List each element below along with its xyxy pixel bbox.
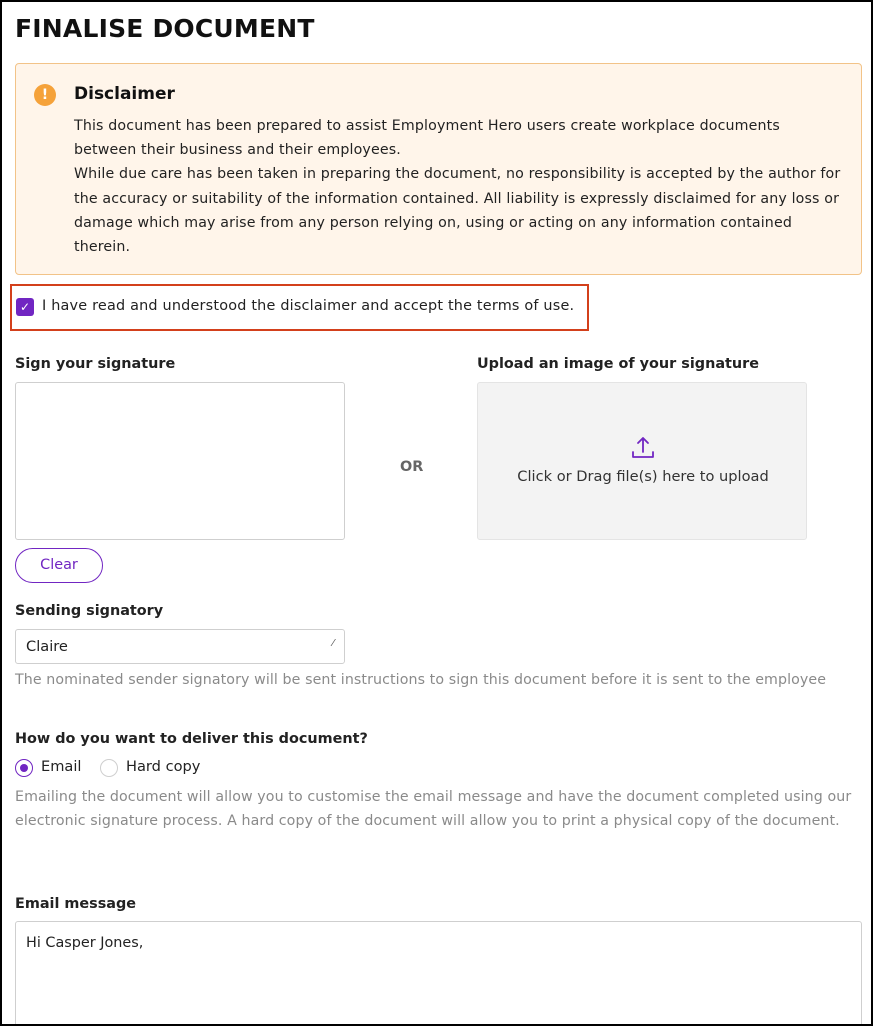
delivery-help-text: Emailing the document will allow you to customise the email message and have the document completed using our electronic signature process. A hard copy of the document will allow you to print a physical copy of the document. [15,789,852,829]
radio-email-label[interactable]: Email [41,758,82,775]
exclamation-icon: ! [34,84,56,106]
upload-signature-label: Upload an image of your signature [477,356,760,372]
upload-icon [630,435,656,461]
clear-signature-button[interactable]: Clear [15,548,103,583]
sending-signatory-select[interactable] [15,629,345,664]
radio-hard-copy[interactable] [100,759,118,777]
disclaimer-panel [15,63,862,275]
signatory-help-text: The nominated sender signatory will be sent instructions to sign this document before it is sent to the employee [15,672,827,688]
email-message-textarea[interactable] [15,921,862,1026]
disclaimer-paragraph: This document has been prepared to assist Employment Hero users create workplace documents between their business and their employees. [74,118,780,159]
sign-signature-label: Sign your signature [15,356,176,372]
disclaimer-title: Disclaimer [74,84,175,104]
sending-signatory-label: Sending signatory [15,603,164,619]
chevron-down-icon: ⁄ [332,638,334,649]
selected-signatory: Claire [26,638,68,655]
email-message-label: Email message [15,896,137,912]
radio-hard-copy-label[interactable]: Hard copy [126,758,201,775]
accept-terms-label[interactable]: I have read and understood the disclaimer and accept the terms of use. [42,298,575,314]
upload-instructions: Click or Drag file(s) here to upload [517,468,769,485]
delivery-method-label: How do you want to deliver this document? [15,731,368,747]
accept-terms-checkbox[interactable]: ✓ [16,298,34,316]
signature-pad[interactable] [15,382,345,540]
signature-upload-dropzone[interactable] [477,382,807,540]
disclaimer-paragraph: While due care has been taken in preparing the document, no responsibility is accepted by the author for the accuracy or suitability of the information contained. All liability is expressly disclaimed for any loss or damage which may arise from any person relying on, using or acting on any information contained therein. [74,166,841,256]
disclaimer-body [74,114,844,259]
radio-email[interactable] [15,759,33,777]
email-message-text: Hi Casper Jones, [26,935,144,951]
accept-terms-highlight [10,284,589,331]
or-divider: OR [400,459,424,475]
page-title: FINALISE DOCUMENT [15,14,315,43]
